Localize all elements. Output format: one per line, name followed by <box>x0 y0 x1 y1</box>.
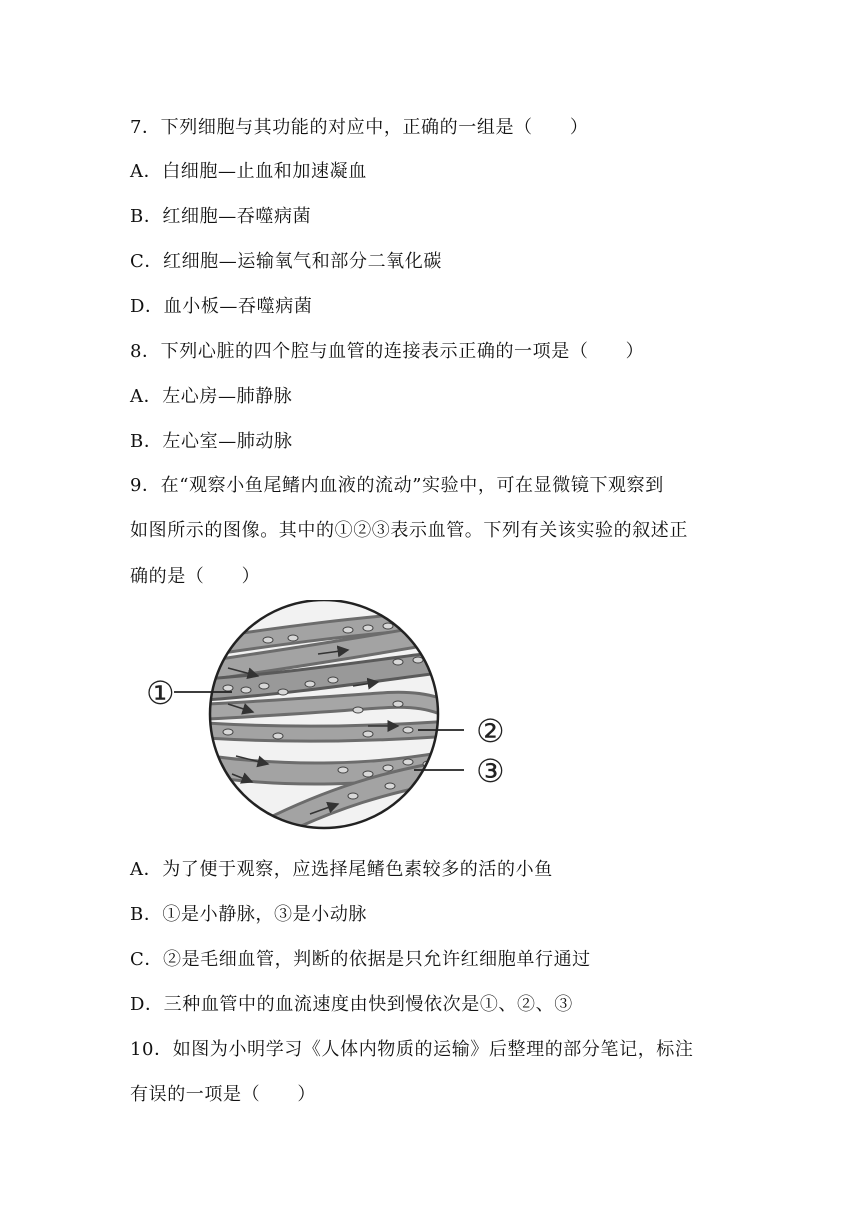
figure-label-3: ③ <box>476 752 505 790</box>
q9-option-c: C．②是毛细血管，判断的依据是只允许红细胞单行通过 <box>130 949 591 970</box>
q9-stem-line-2: 如图所示的图像。其中的①②③表示血管。下列有关该实验的叙述正 <box>130 520 688 541</box>
q10-stem-line-2: 有误的一项是（ ） <box>130 1084 316 1105</box>
q7-option-d: D．血小板—吞噬病菌 <box>130 296 313 317</box>
q7-option-c: C．红细胞—运输氧气和部分二氧化碳 <box>130 251 442 272</box>
q7-option-a: A．白细胞—止血和加速凝血 <box>130 161 367 182</box>
q8-stem: 8．下列心脏的四个腔与血管的连接表示正确的一项是（ ） <box>130 341 645 362</box>
fish-tail-microscope-figure <box>128 600 520 840</box>
q8-option-a: A．左心房—肺静脉 <box>130 386 293 407</box>
q9-stem-line-1: 9．在“观察小鱼尾鳍内血液的流动”实验中，可在显微镜下观察到 <box>130 475 664 496</box>
q9-option-a: A．为了便于观察，应选择尾鳍色素较多的活的小鱼 <box>130 859 553 880</box>
q9-stem-line-3: 确的是（ ） <box>130 566 261 587</box>
q9-option-b: B．①是小静脉，③是小动脉 <box>130 904 368 925</box>
q7-stem: 7．下列细胞与其功能的对应中，正确的一组是（ ） <box>130 117 589 138</box>
q10-stem-line-1: 10．如图为小明学习《人体内物质的运输》后整理的部分笔记，标注 <box>130 1039 694 1060</box>
figure-label-2: ② <box>476 712 505 750</box>
q8-option-b: B．左心室—肺动脉 <box>130 431 293 452</box>
q7-option-b: B．红细胞—吞噬病菌 <box>130 206 312 227</box>
q9-option-d: D．三种血管中的血流速度由快到慢依次是①、②、③ <box>130 994 573 1015</box>
figure-label-1: ① <box>146 674 175 712</box>
